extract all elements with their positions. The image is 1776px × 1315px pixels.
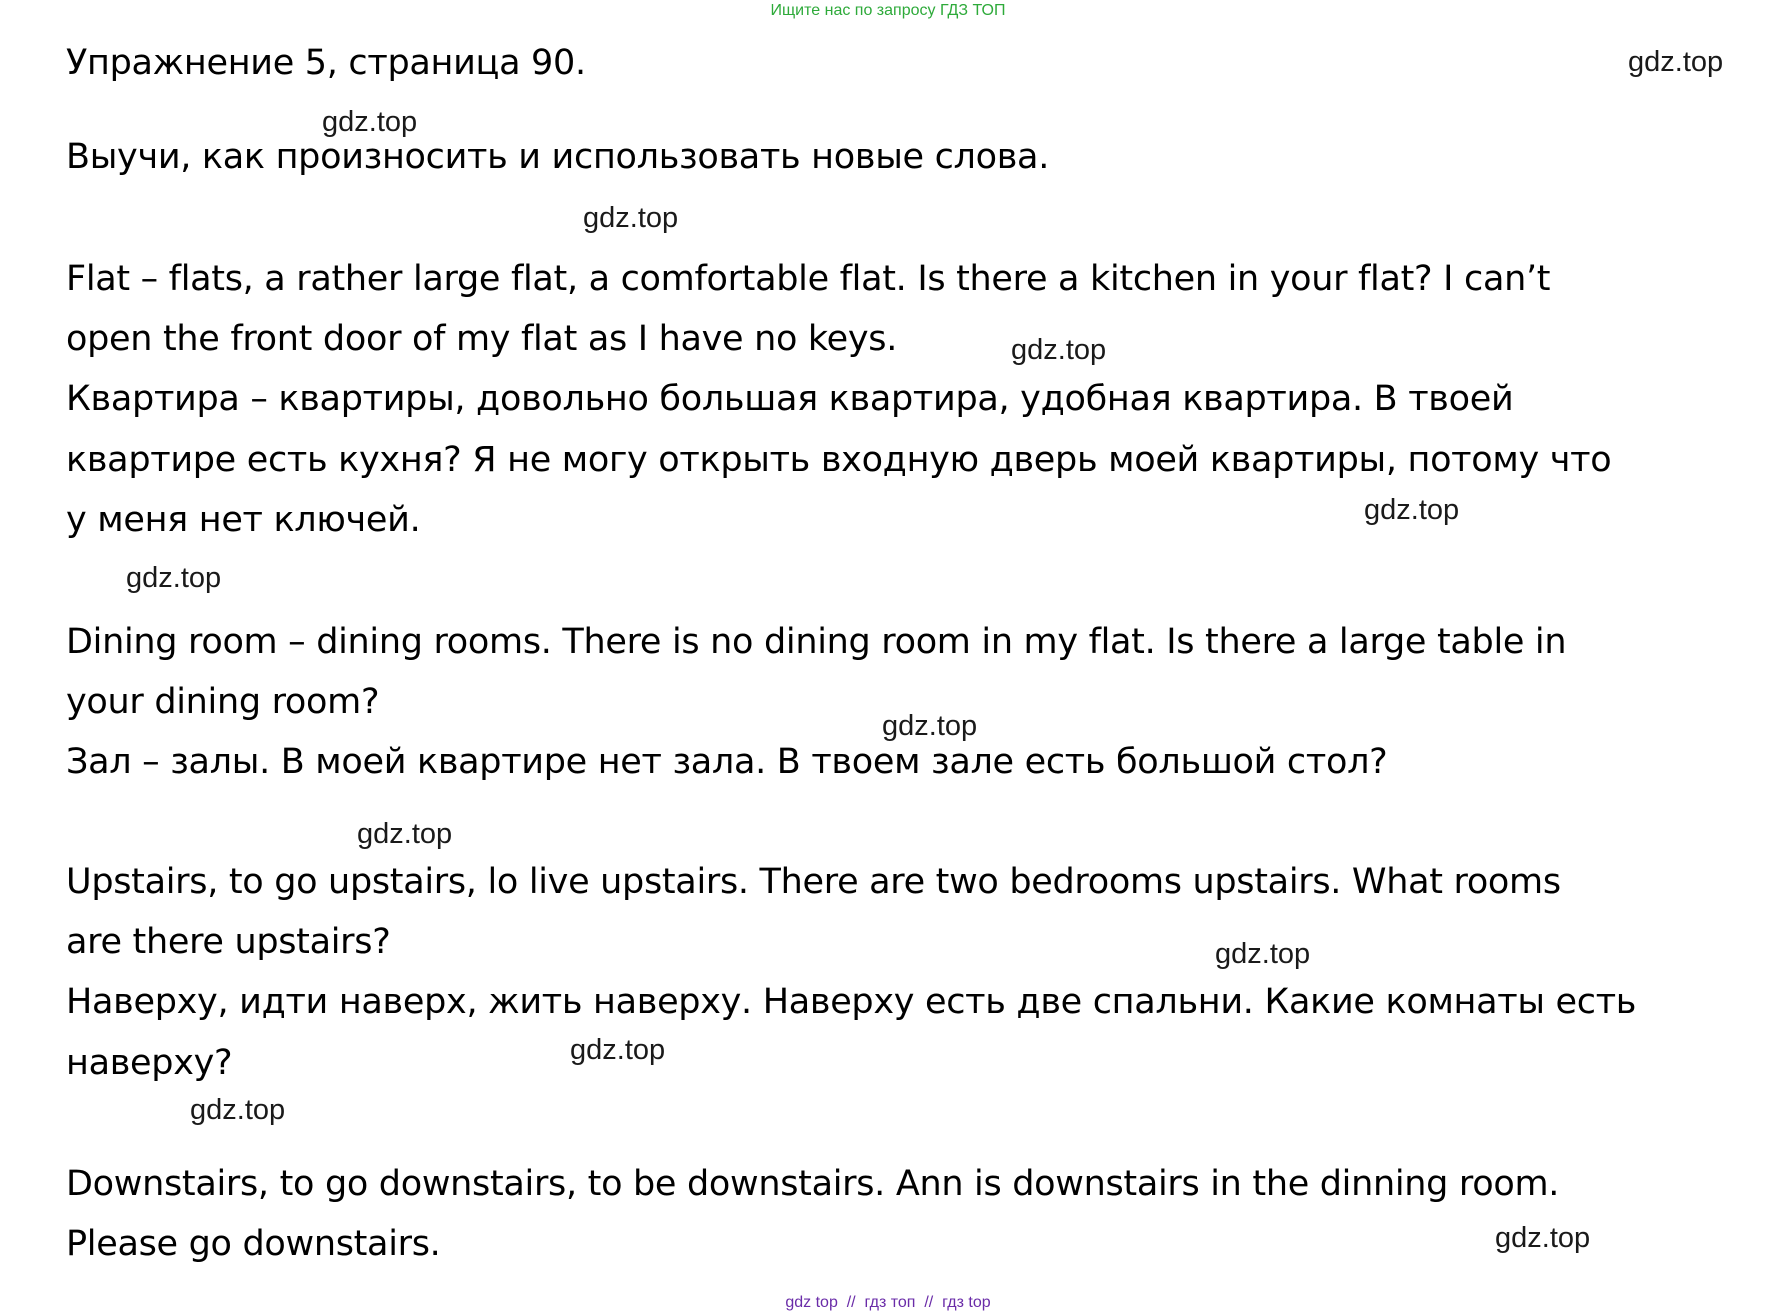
watermark: gdz.top xyxy=(357,818,453,850)
text-line: наверху? xyxy=(66,1043,233,1083)
footer-separator: // xyxy=(915,1294,943,1311)
top-banner: Ищите нас по запросу ГДЗ ТОП xyxy=(770,2,1006,19)
watermark: gdz.top xyxy=(1011,334,1107,366)
watermark: gdz.top xyxy=(882,710,978,742)
watermark: gdz.top xyxy=(1628,46,1724,78)
text-line: open the front door of my flat as I have no keys. xyxy=(66,319,898,359)
footer-link-gdz-top[interactable]: gdz top xyxy=(785,1294,838,1311)
watermark: gdz.top xyxy=(583,202,679,234)
text-line: Flat – flats, a rather large flat, a comfortable flat. Is there a kitchen in your flat? I can’t xyxy=(66,259,1551,299)
text-line: are there upstairs? xyxy=(66,922,391,962)
watermark: gdz.top xyxy=(322,106,418,138)
watermark: gdz.top xyxy=(126,562,222,594)
footer-separator: // xyxy=(837,1294,865,1311)
text-line: Please go downstairs. xyxy=(66,1224,441,1264)
text-line: Dining room – dining rooms. There is no dining room in my flat. Is there a large table in xyxy=(66,622,1567,662)
footer-link-gdz-top-mixed[interactable]: гдз top xyxy=(942,1294,991,1311)
text-line: Зал – залы. В моей квартире нет зала. В твоем зале есть большой стол? xyxy=(66,742,1388,782)
text-line: квартире есть кухня? Я не могу открыть входную дверь моей квартиры, потому что xyxy=(66,440,1612,480)
text-line: у меня нет ключей. xyxy=(66,500,421,540)
watermark: gdz.top xyxy=(1364,494,1460,526)
watermark: gdz.top xyxy=(1215,938,1311,970)
instruction-line: Выучи, как произносить и использовать новые слова. xyxy=(66,137,1050,177)
footer-links xyxy=(0,1293,1776,1313)
text-line: Upstairs, to go upstairs, lo live upstairs. There are two bedrooms upstairs. What rooms xyxy=(66,862,1561,902)
watermark: gdz.top xyxy=(1495,1222,1591,1254)
text-line: Downstairs, to go downstairs, to be downstairs. Ann is downstairs in the dinning room. xyxy=(66,1164,1560,1204)
text-line: your dining room? xyxy=(66,682,380,722)
watermark: gdz.top xyxy=(190,1094,286,1126)
text-line: Наверху, идти наверх, жить наверху. Наверху есть две спальни. Какие комнаты есть xyxy=(66,982,1637,1022)
watermark: gdz.top xyxy=(570,1034,666,1066)
text-line: Квартира – квартиры, довольно большая квартира, удобная квартира. В твоей xyxy=(66,379,1514,419)
exercise-title: Упражнение 5, страница 90. xyxy=(66,43,586,83)
footer-link-gdz-top-ru[interactable]: гдз топ xyxy=(864,1294,916,1311)
